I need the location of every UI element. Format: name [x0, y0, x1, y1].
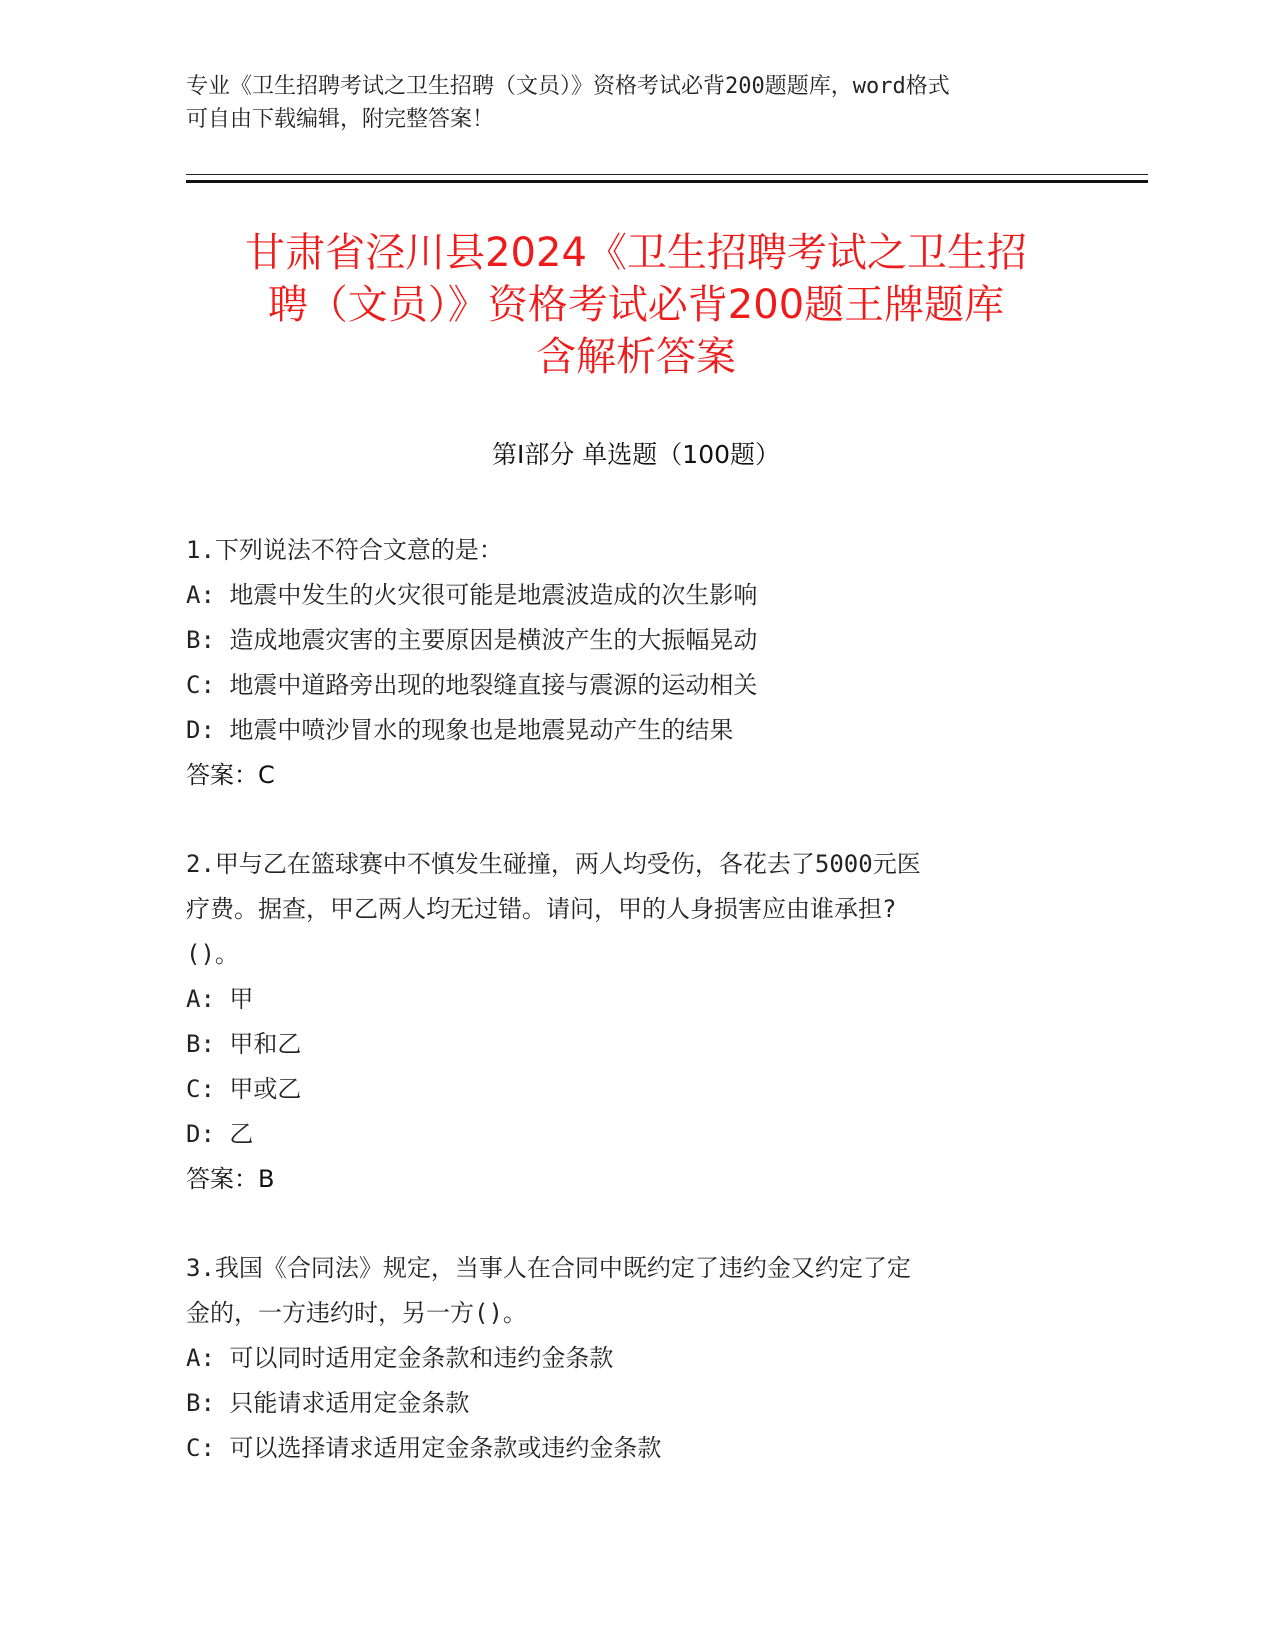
question-stem: 疗费。据查，甲乙两人均无过错。请问，甲的人身损害应由谁承担?	[186, 895, 897, 923]
section-heading: 第Ⅰ部分 单选题（100题）	[491, 440, 781, 469]
question-stem: 3.我国《合同法》规定，当事人在合同中既约定了违约金又约定了定	[186, 1254, 911, 1282]
answer-option: A: 可以同时适用定金条款和违约金条款	[186, 1344, 614, 1372]
answer-option: C: 甲或乙	[186, 1075, 302, 1103]
answer-key: 答案：B	[186, 1165, 275, 1193]
header-divider-thick	[186, 180, 1148, 183]
question-stem: 1.下列说法不符合文意的是：	[186, 536, 503, 564]
header-divider-thin	[186, 174, 1148, 175]
question-stem: 2.甲与乙在篮球赛中不慎发生碰撞，两人均受伤，各花去了5000元医	[186, 850, 921, 878]
header-note-line: 专业《卫生招聘考试之卫生招聘（文员）》资格考试必背200题题库，word格式	[186, 74, 950, 99]
document-title-line: 甘肃省泾川县2024《卫生招聘考试之卫生招	[245, 230, 1027, 276]
question-list	[186, 528, 1066, 1515]
document-title	[186, 227, 1086, 383]
answer-option: D: 地震中喷沙冒水的现象也是地震晃动产生的结果	[186, 716, 734, 744]
document-title-line: 含解析答案	[536, 334, 736, 380]
question-item	[186, 1246, 1066, 1471]
answer-option: B: 只能请求适用定金条款	[186, 1389, 470, 1417]
answer-option: C: 可以选择请求适用定金条款或违约金条款	[186, 1434, 662, 1462]
answer-option: A: 地震中发生的火灾很可能是地震波造成的次生影响	[186, 581, 758, 609]
question-stem: 金的，一方违约时，另一方()。	[186, 1299, 527, 1327]
document-title-line: 聘（文员）》资格考试必背200题王牌题库	[267, 282, 1005, 328]
answer-option: C: 地震中道路旁出现的地裂缝直接与震源的运动相关	[186, 671, 758, 699]
answer-option: D: 乙	[186, 1120, 254, 1148]
answer-key: 答案：C	[186, 761, 275, 789]
answer-option: B: 甲和乙	[186, 1030, 302, 1058]
answer-option: A: 甲	[186, 985, 254, 1013]
header-note	[186, 70, 1066, 136]
answer-option: B: 造成地震灾害的主要原因是横波产生的大振幅晃动	[186, 626, 758, 654]
question-item	[186, 528, 1066, 798]
header-note-line: 可自由下载编辑，附完整答案！	[186, 107, 495, 132]
question-item	[186, 842, 1066, 1202]
question-stem: ()。	[186, 940, 239, 968]
